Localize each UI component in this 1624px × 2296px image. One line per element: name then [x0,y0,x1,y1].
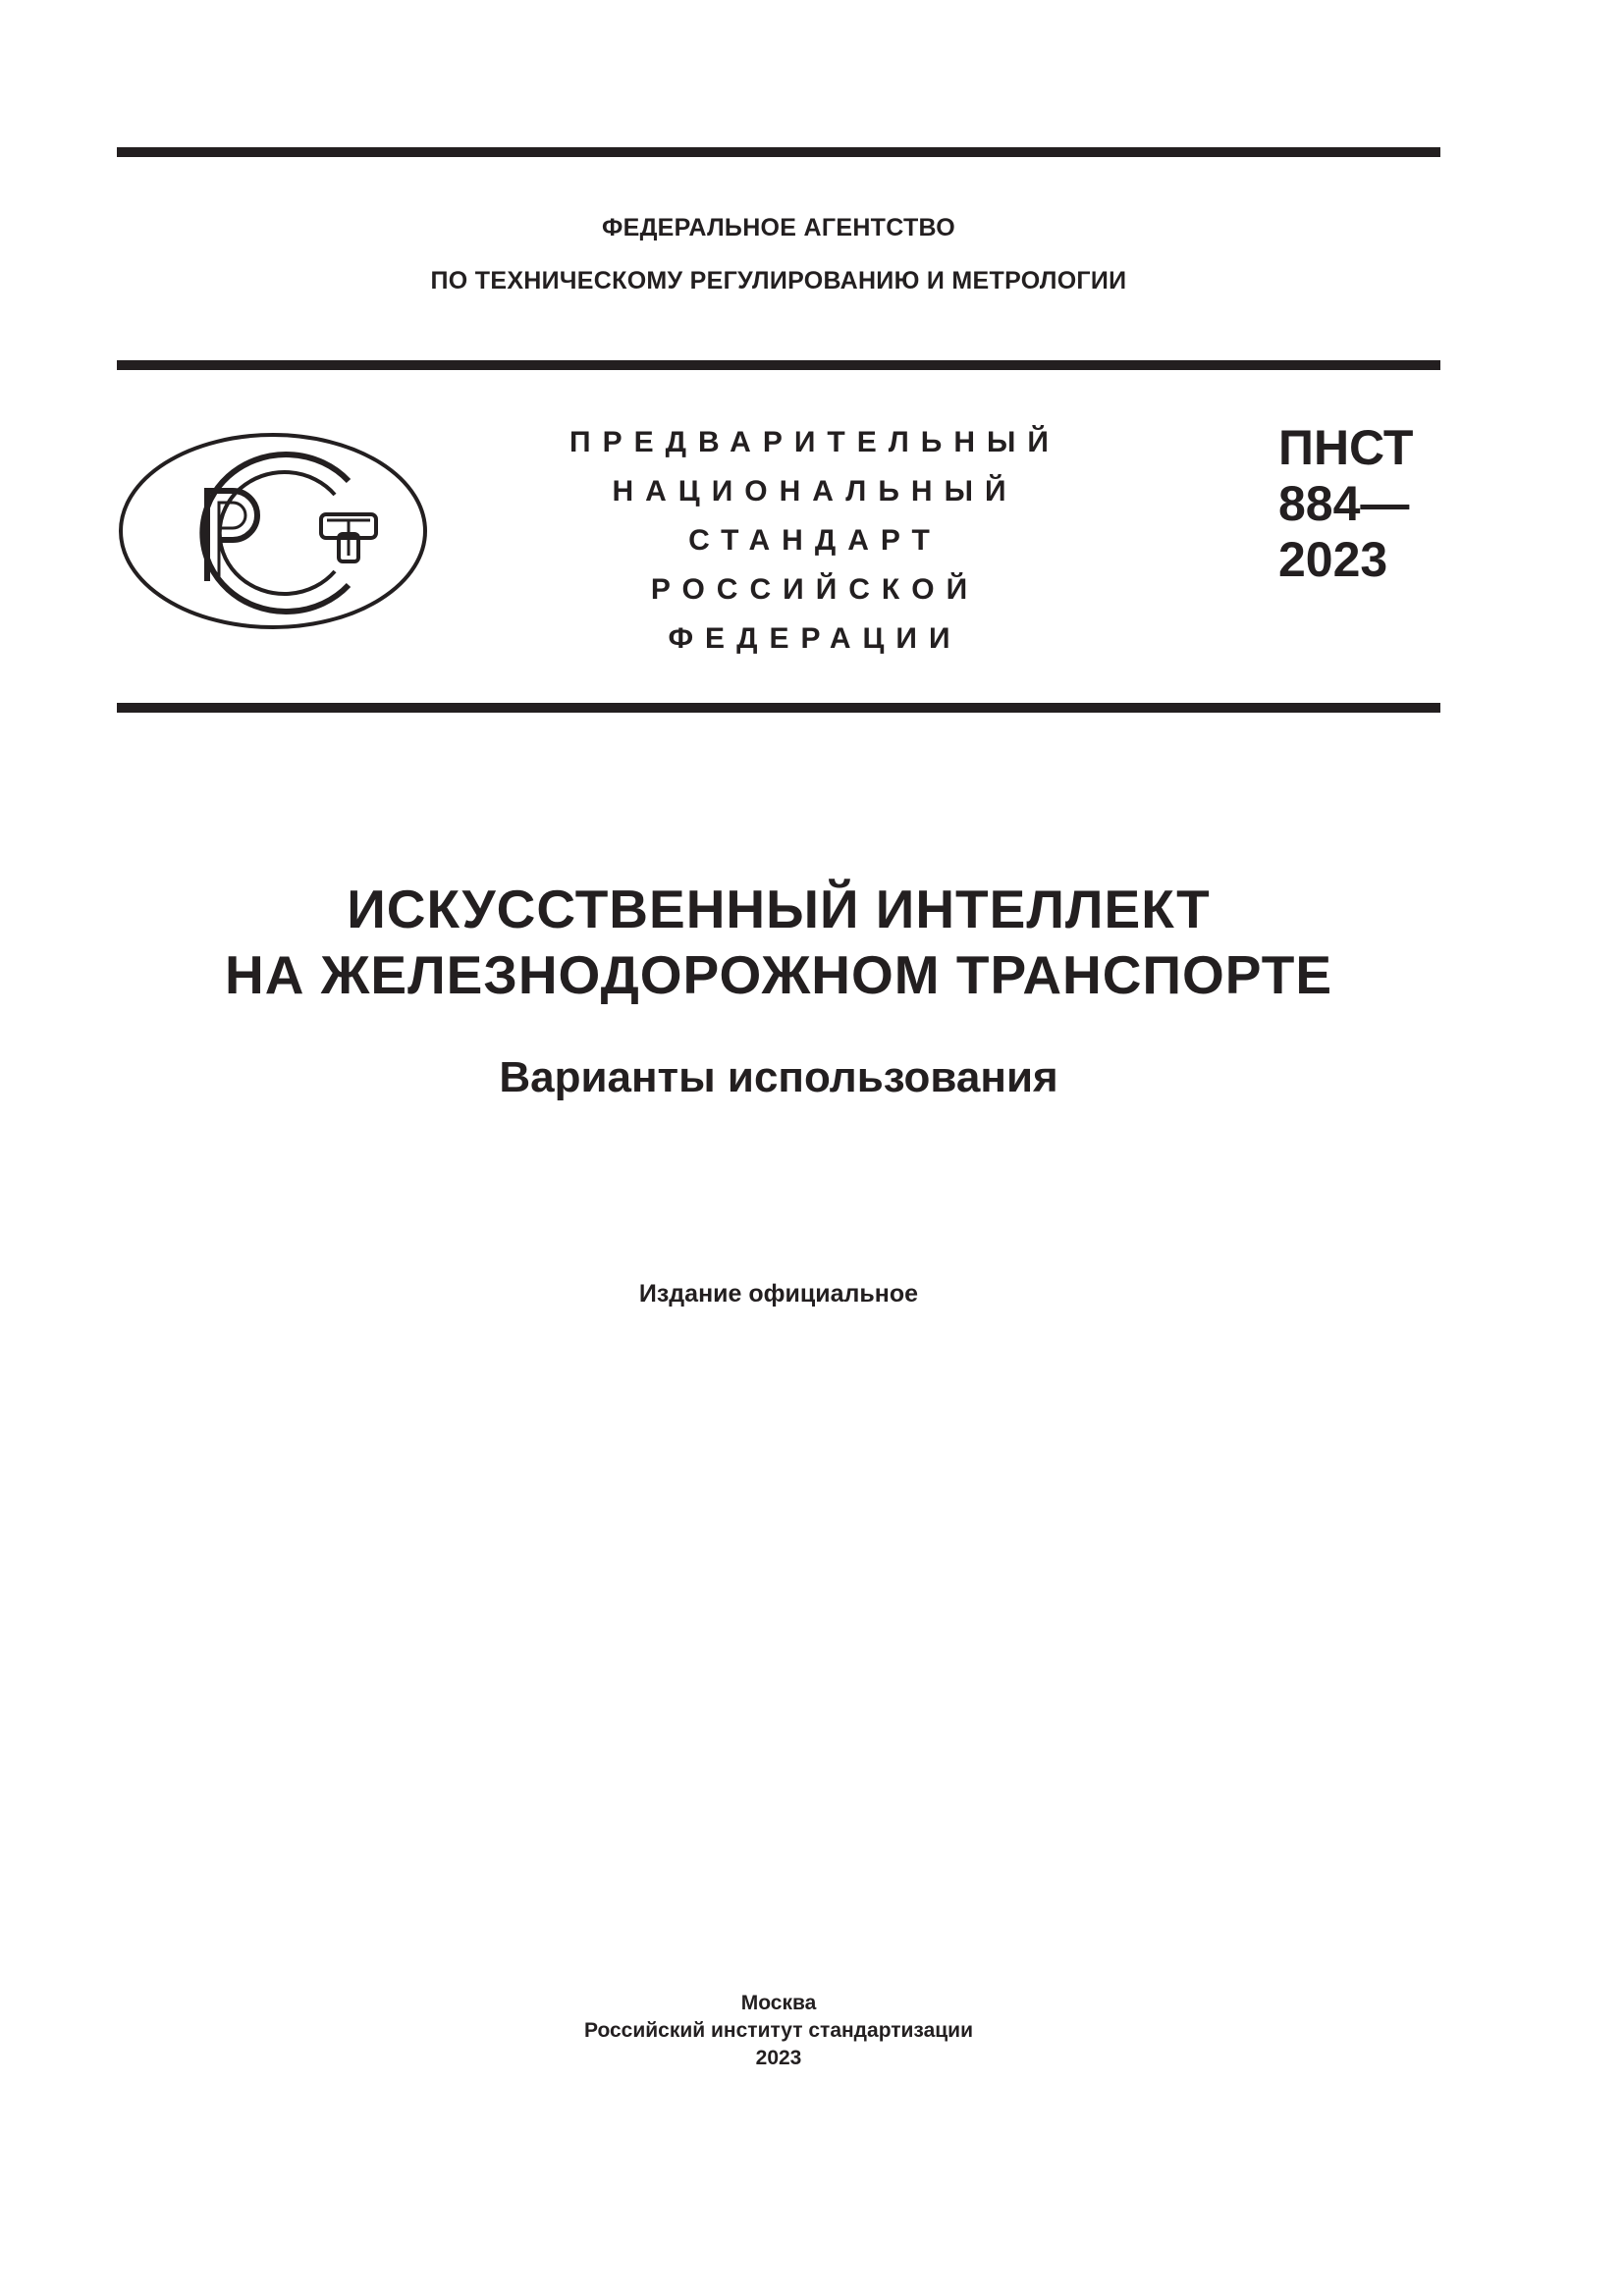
standard-type-line: ПРЕДВАРИТЕЛЬНЫЙ [569,426,1060,458]
imprint-publisher: Российский институт стандартизации [583,2019,974,2042]
standard-type-line: ФЕДЕРАЦИИ [668,622,962,655]
agency-rule [117,360,1440,370]
standard-number-prefix: ПНСТ [1278,420,1414,475]
imprint-city: Москва [740,1992,817,2014]
title-line-1: ИСКУССТВЕННЫЙ ИНТЕЛЛЕКТ [347,879,1211,939]
header-rule [117,703,1440,713]
agency-line-1: ФЕДЕРАЛЬНОЕ АГЕНТСТВО [601,214,956,241]
edition-label: Издание официальное [638,1280,919,1308]
imprint [117,1990,1440,2072]
standard-type-line: СТАНДАРТ [688,524,942,557]
standard-type [550,418,1080,664]
standard-number-value: 884— [1278,476,1410,531]
agency-line-2: ПО ТЕХНИЧЕСКОМУ РЕГУЛИРОВАНИЮ И МЕТРОЛОГИИ [430,267,1127,294]
imprint-year: 2023 [755,2047,802,2069]
title-line-2: НА ЖЕЛЕЗНОДОРОЖНОМ ТРАНСПОРТЕ [224,944,1333,1005]
document-title [117,877,1440,1008]
standard-number [1278,420,1413,588]
top-rule [117,147,1440,157]
standard-type-line: РОССИЙСКОЙ [650,573,980,606]
standard-number-year: 2023 [1278,532,1388,587]
document-subtitle: Варианты использования [499,1053,1058,1101]
standard-type-line: НАЦИОНАЛЬНЫЙ [612,475,1018,507]
gost-r-mark-icon [117,430,429,632]
